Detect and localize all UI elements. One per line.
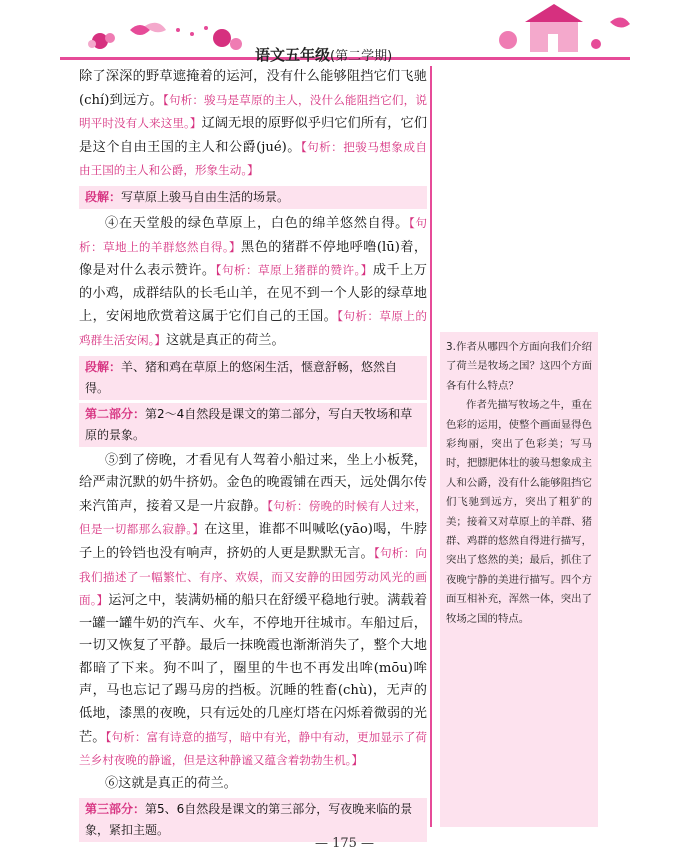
side-answer: 作者先描写牧场之牛，重在色彩的运用，使整个画面显得色彩绚丽，突出了色彩美；写马时，把膘肥体壮的骏马想象成主人和公爵，没有什么能够阻挡它们飞驰到远方，突出了粗犷的美；接着又对草原上的羊群、猪群、鸡群的悠然自得进行描写，突出了悠然的美；最后，抓住了夜晚宁静的美进行描写。四个方面互相补充，浑然一体，突出了牧场之国的特点。: [446, 399, 592, 625]
leaf-icon: [610, 17, 630, 27]
sentence-analysis: 【句析：草原上的鸡群生活安闲。】: [79, 309, 428, 347]
book-title: 语文五年级(第二学期): [255, 46, 393, 64]
flower-icon: [213, 29, 231, 47]
part-summary: 第三部分：第5、6自然段是课文的第三部分，写夜晚来临的景象，紧扣主题。: [79, 798, 427, 842]
paragraph-3-end: 除了深深的野草遮掩着的运河，没有什么能够阻挡它们飞驰(chí)到远方。【句析：骏马是草原的主人，没什么能阻挡它们，说明平时没有人来这里。】辽阔无垠的原野似乎归它们所有，它们是这个自由王国的主人和公爵(jué)。【句析：把骏马想象成自由王国的主人和公爵，形象生动。】: [79, 69, 428, 178]
paragraph-summary: 段解：羊、猪和鸡在草原上的悠闲生活，惬意舒畅，悠然自得。: [79, 356, 427, 400]
main-column: [79, 66, 427, 845]
paragraph-6: ⑥这就是真正的荷兰。: [105, 775, 237, 791]
sentence-analysis: 【句析：向我们描述了一幅繁忙、有序、欢娱，而又安静的田园劳动风光的画面。】: [79, 545, 427, 608]
paragraph-4: ④在天堂般的绿色草原上，白色的绵羊悠然自得。【句析：草地上的羊群悠然自得。】黑色的猪群不停地呼噜(lū)着，像是对什么表示赞许。【句析：草原上猪群的赞许。】成千上万的小鸡，成群结队的长毛山羊，在见不到一个人影的绿草地上，安闲地欣赏着这属于它们自己的王国。【句析：草原上的鸡群生活安闲。】这就是真正的荷兰。: [79, 215, 428, 348]
sentence-analysis: 【句析：富有诗意的描写，暗中有光，静中有动，更加显示了荷兰乡村夜晚的静谧，但是这种静谧又蕴含着勃勃生机。】: [79, 729, 428, 768]
page-header: [0, 0, 689, 68]
sentence-analysis: 【句析：傍晚的时候有人过来，但是一切都那么寂静。】: [79, 498, 428, 537]
side-question-panel: [440, 332, 598, 827]
sentence-analysis: 【句析：把骏马想象成自由王国的主人和公爵，形象生动。】: [79, 139, 427, 178]
page-number: — 175 —: [314, 836, 375, 851]
sentence-analysis: 【句析：草地上的羊群悠然自得。】: [79, 215, 428, 254]
side-question: 3.作者从哪四个方面向我们介绍了荷兰是牧场之国？这四个方面各有什么特点？: [446, 341, 592, 392]
sentence-analysis: 【句析：草原上猪群的赞许。】: [215, 263, 373, 278]
column-divider: [430, 66, 432, 827]
paragraph-summary: 段解：写草原上骏马自由生活的场景。: [79, 186, 427, 209]
book-subtitle: (第二学期): [330, 49, 393, 64]
sentence-analysis: 【句析：骏马是草原的主人，没什么能阻挡它们，说明平时没有人来这里。】: [79, 92, 428, 131]
part-summary: 第二部分：第2～4自然段是课文的第二部分，写白天牧场和草原的景象。: [79, 403, 427, 447]
paragraph-5: ⑤到了傍晚，才看见有人驾着小船过来，坐上小板凳，给严肃沉默的奶牛挤奶。金色的晚霞铺在西天，远处偶尔传来汽笛声，接着又是一片寂静。【句析：傍晚的时候有人过来，但是一切都那么寂静。】在这里，谁都不叫喊吆(yāo)喝，牛脖子上的铃铛也没有响声，挤奶的人更是默默无言。【句析：向我们描述了一幅繁忙、有序、欢娱，而又安静的田园劳动风光的画面。】运河之中，装满奶桶的船只在舒缓平稳地行驶。满载着一罐一罐牛奶的汽车、火车，不停地开往城市。车船过后，一切又恢复了平静。最后一抹晚霞也渐渐消失了，整个大地都暗了下来。狗不叫了，圈里的牛也不再发出哞(mōu)哞声，马也忘记了踢马房的挡板。沉睡的牲畜(chù)，无声的低地，漆黑的夜晚，只有远处的几座灯塔在闪烁着微弱的光芒。【句析：富有诗意的描写，暗中有光，静中有动，更加显示了荷兰乡村夜晚的静谧，但是这种静谧又蕴含着勃勃生机。】: [79, 452, 428, 768]
